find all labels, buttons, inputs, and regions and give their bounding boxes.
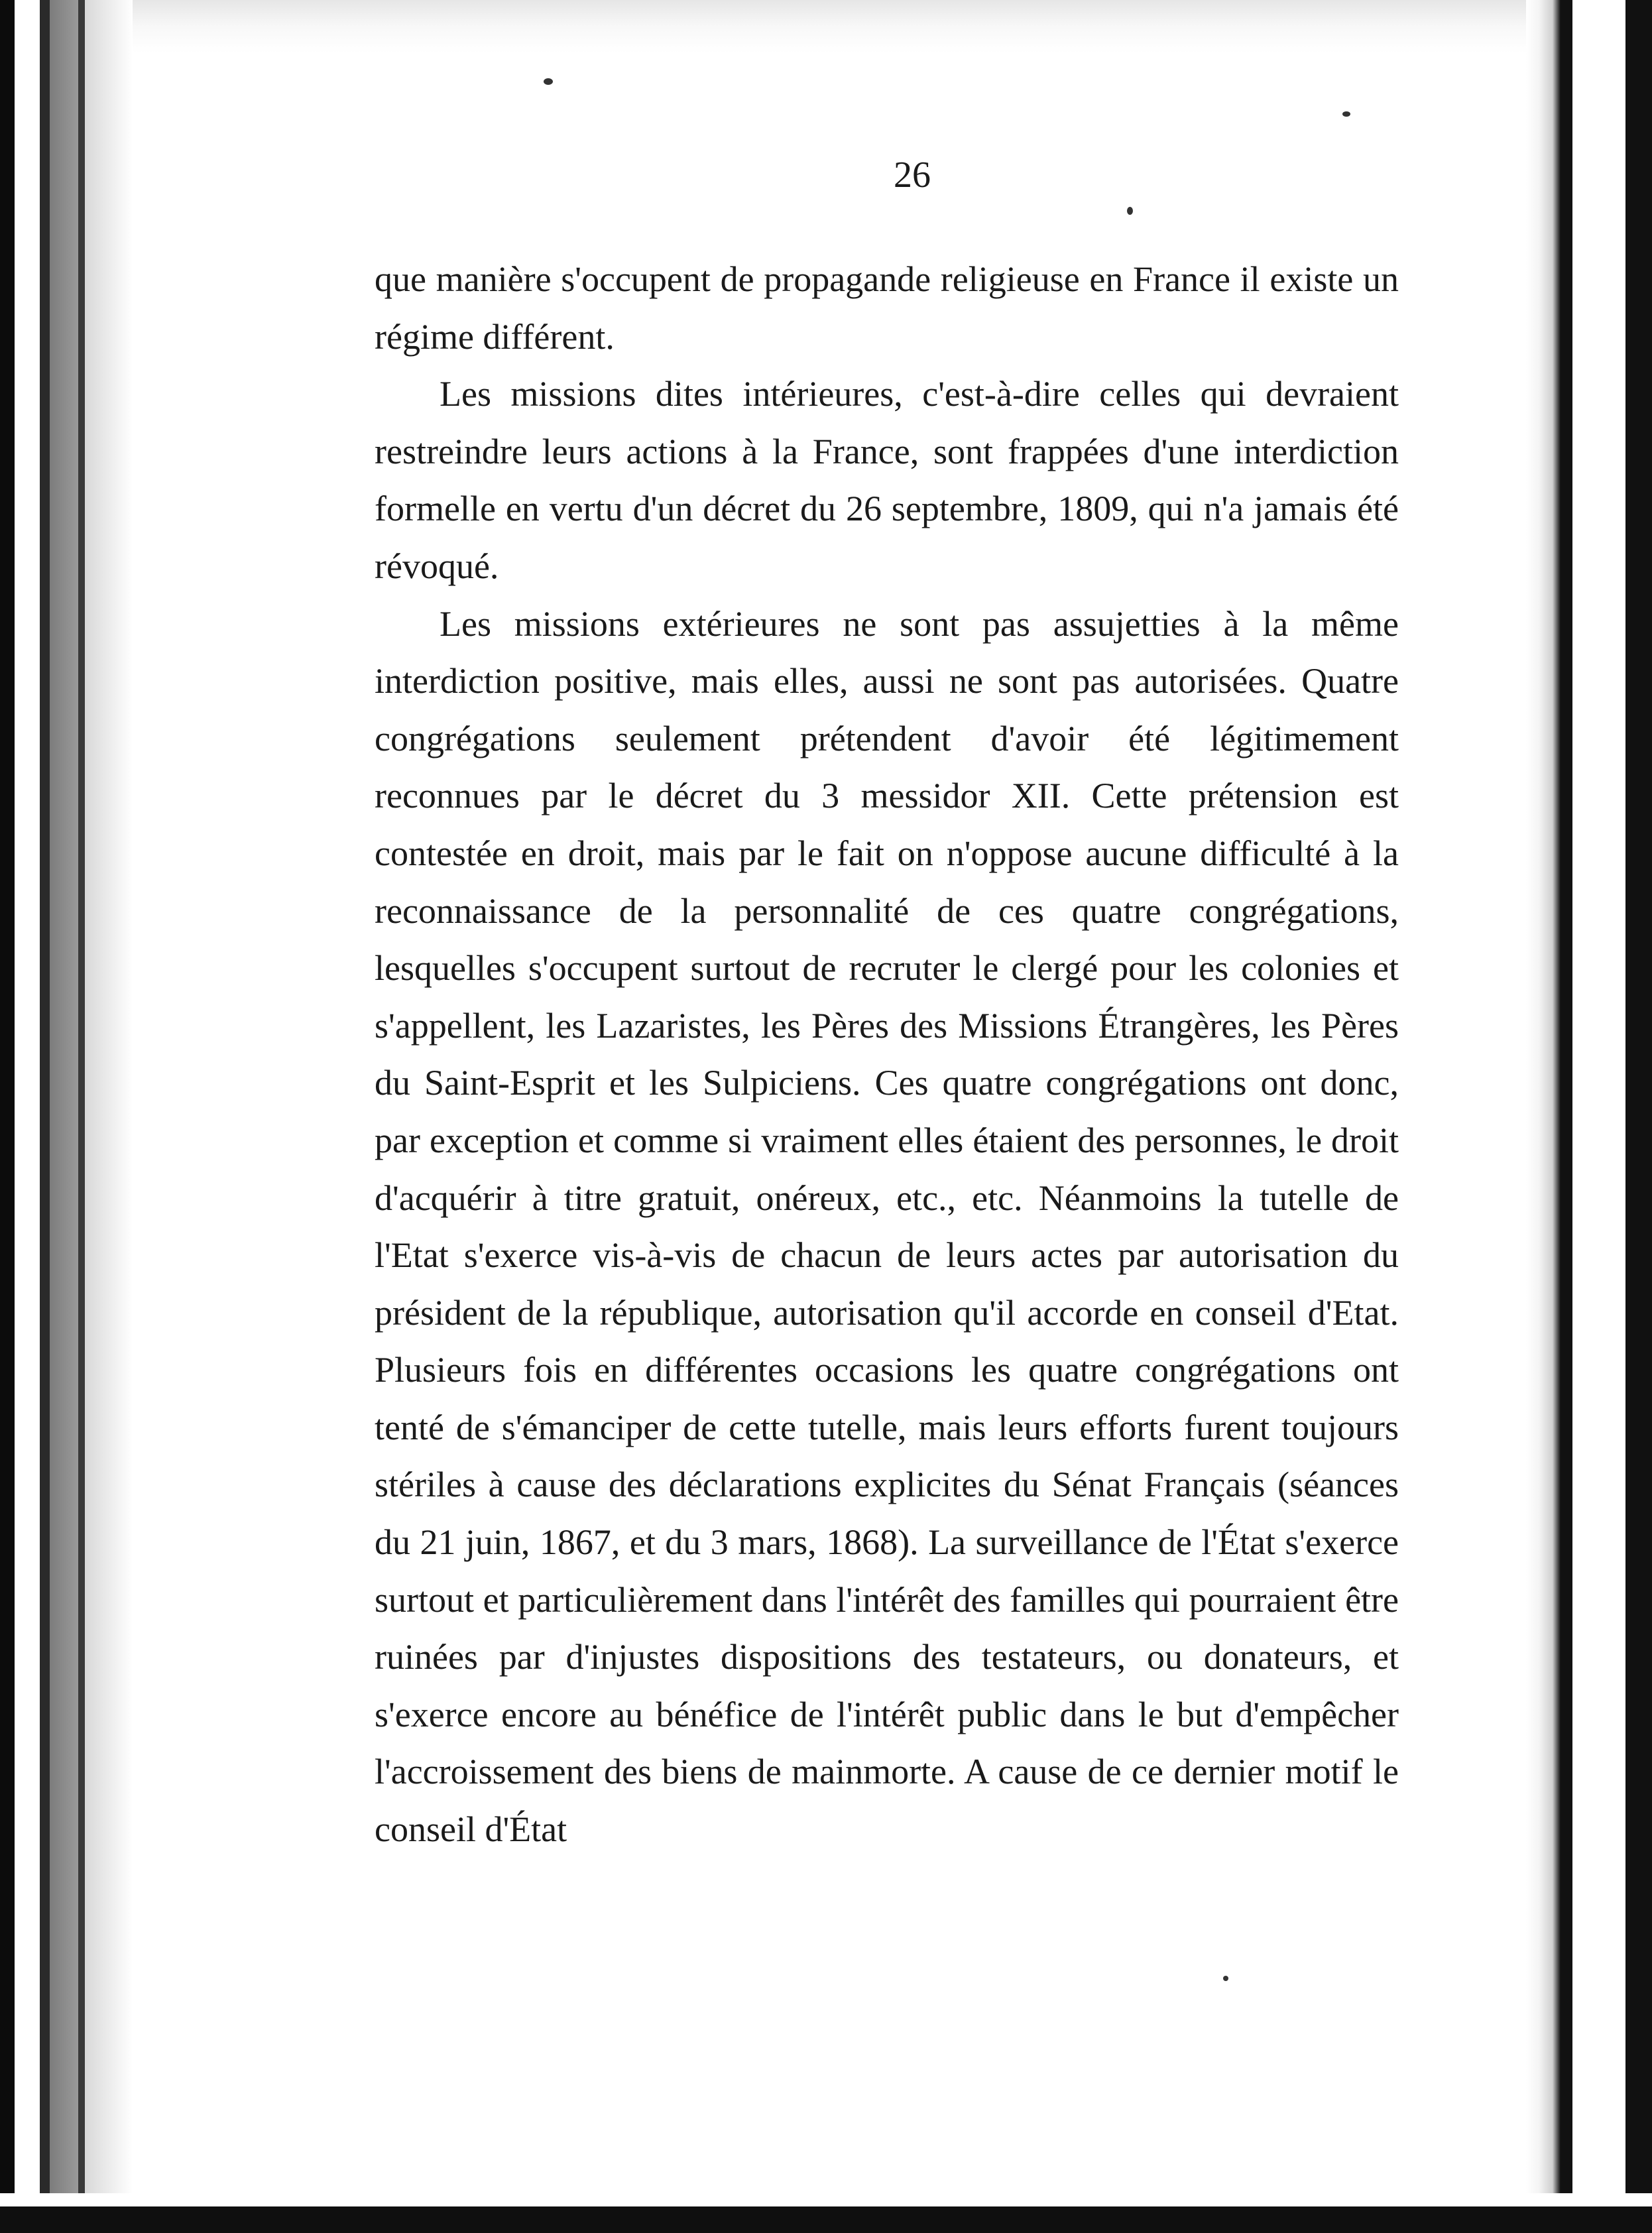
body-text (375, 251, 1399, 1858)
paragraph: Les missions dites intérieures, c'est-à-dire celles qui devraient restreindre leurs actions à la France, sont frappées d'une interdiction formelle en vertu d'un décret du 26 septembre, 1809, qui n'a jamais été révoqué. (375, 374, 1399, 586)
scan-speck (544, 78, 553, 85)
bottom-edge (0, 2193, 1652, 2233)
paragraph: que manière s'occupent de propagande religieuse en France il existe un régime différent. (375, 259, 1399, 357)
right-page-edge (1526, 0, 1652, 2233)
scan-speck (1223, 1976, 1228, 1981)
top-shadow (133, 0, 1526, 53)
page-number: 26 (894, 154, 931, 196)
scan-speck (1127, 207, 1133, 215)
left-binding-edge (0, 0, 133, 2233)
paragraph: Les missions extérieures ne sont pas assujetties à la même interdiction positive, mais elles, aussi ne sont pas autorisées. Quatre congrégations seulement prétendent d'avoir été légitimement reconnues par le décret du 3 messidor XII. Cette prétension est contestée en droit, mais par le fait on n'oppose aucune difficulté à la reconnaissance de la personnalité de ces quatre congrégations, lesquelles s'occupent surtout de recruter le clergé pour les colonies et s'appellent, les Lazaristes, les Pères des Missions Étrangères, les Pères du Saint-Esprit et les Sulpiciens. Ces quatre congrégations ont donc, par exception et comme si vraiment elles étaient des personnes, le droit d'acquérir à titre gratuit, onéreux, etc., etc. Néanmoins la tutelle de l'Etat s'exerce vis-à-vis de chacun de leurs actes par autorisation du président de la république, autorisation qu'il accorde en conseil d'Etat. Plusieurs fois en différentes occasions les quatre congrégations ont tenté de s'émanciper de cette tutelle, mais leurs efforts furent toujours stériles à cause des déclarations explicites du Sénat Français (séances du 21 juin, 1867, et du 3 mars, 1868). La surveillance de l'État s'exerce surtout et particulièrement dans l'intérêt des familles qui pourraient être ruinées par d'injustes dispositions des testateurs, ou donateurs, et s'exerce encore au bénéfice de l'intérêt public dans le but d'empêcher l'accroissement des biens de mainmorte. A cause de ce dernier motif le conseil d'État (375, 603, 1399, 1850)
scan-speck (1342, 111, 1350, 117)
